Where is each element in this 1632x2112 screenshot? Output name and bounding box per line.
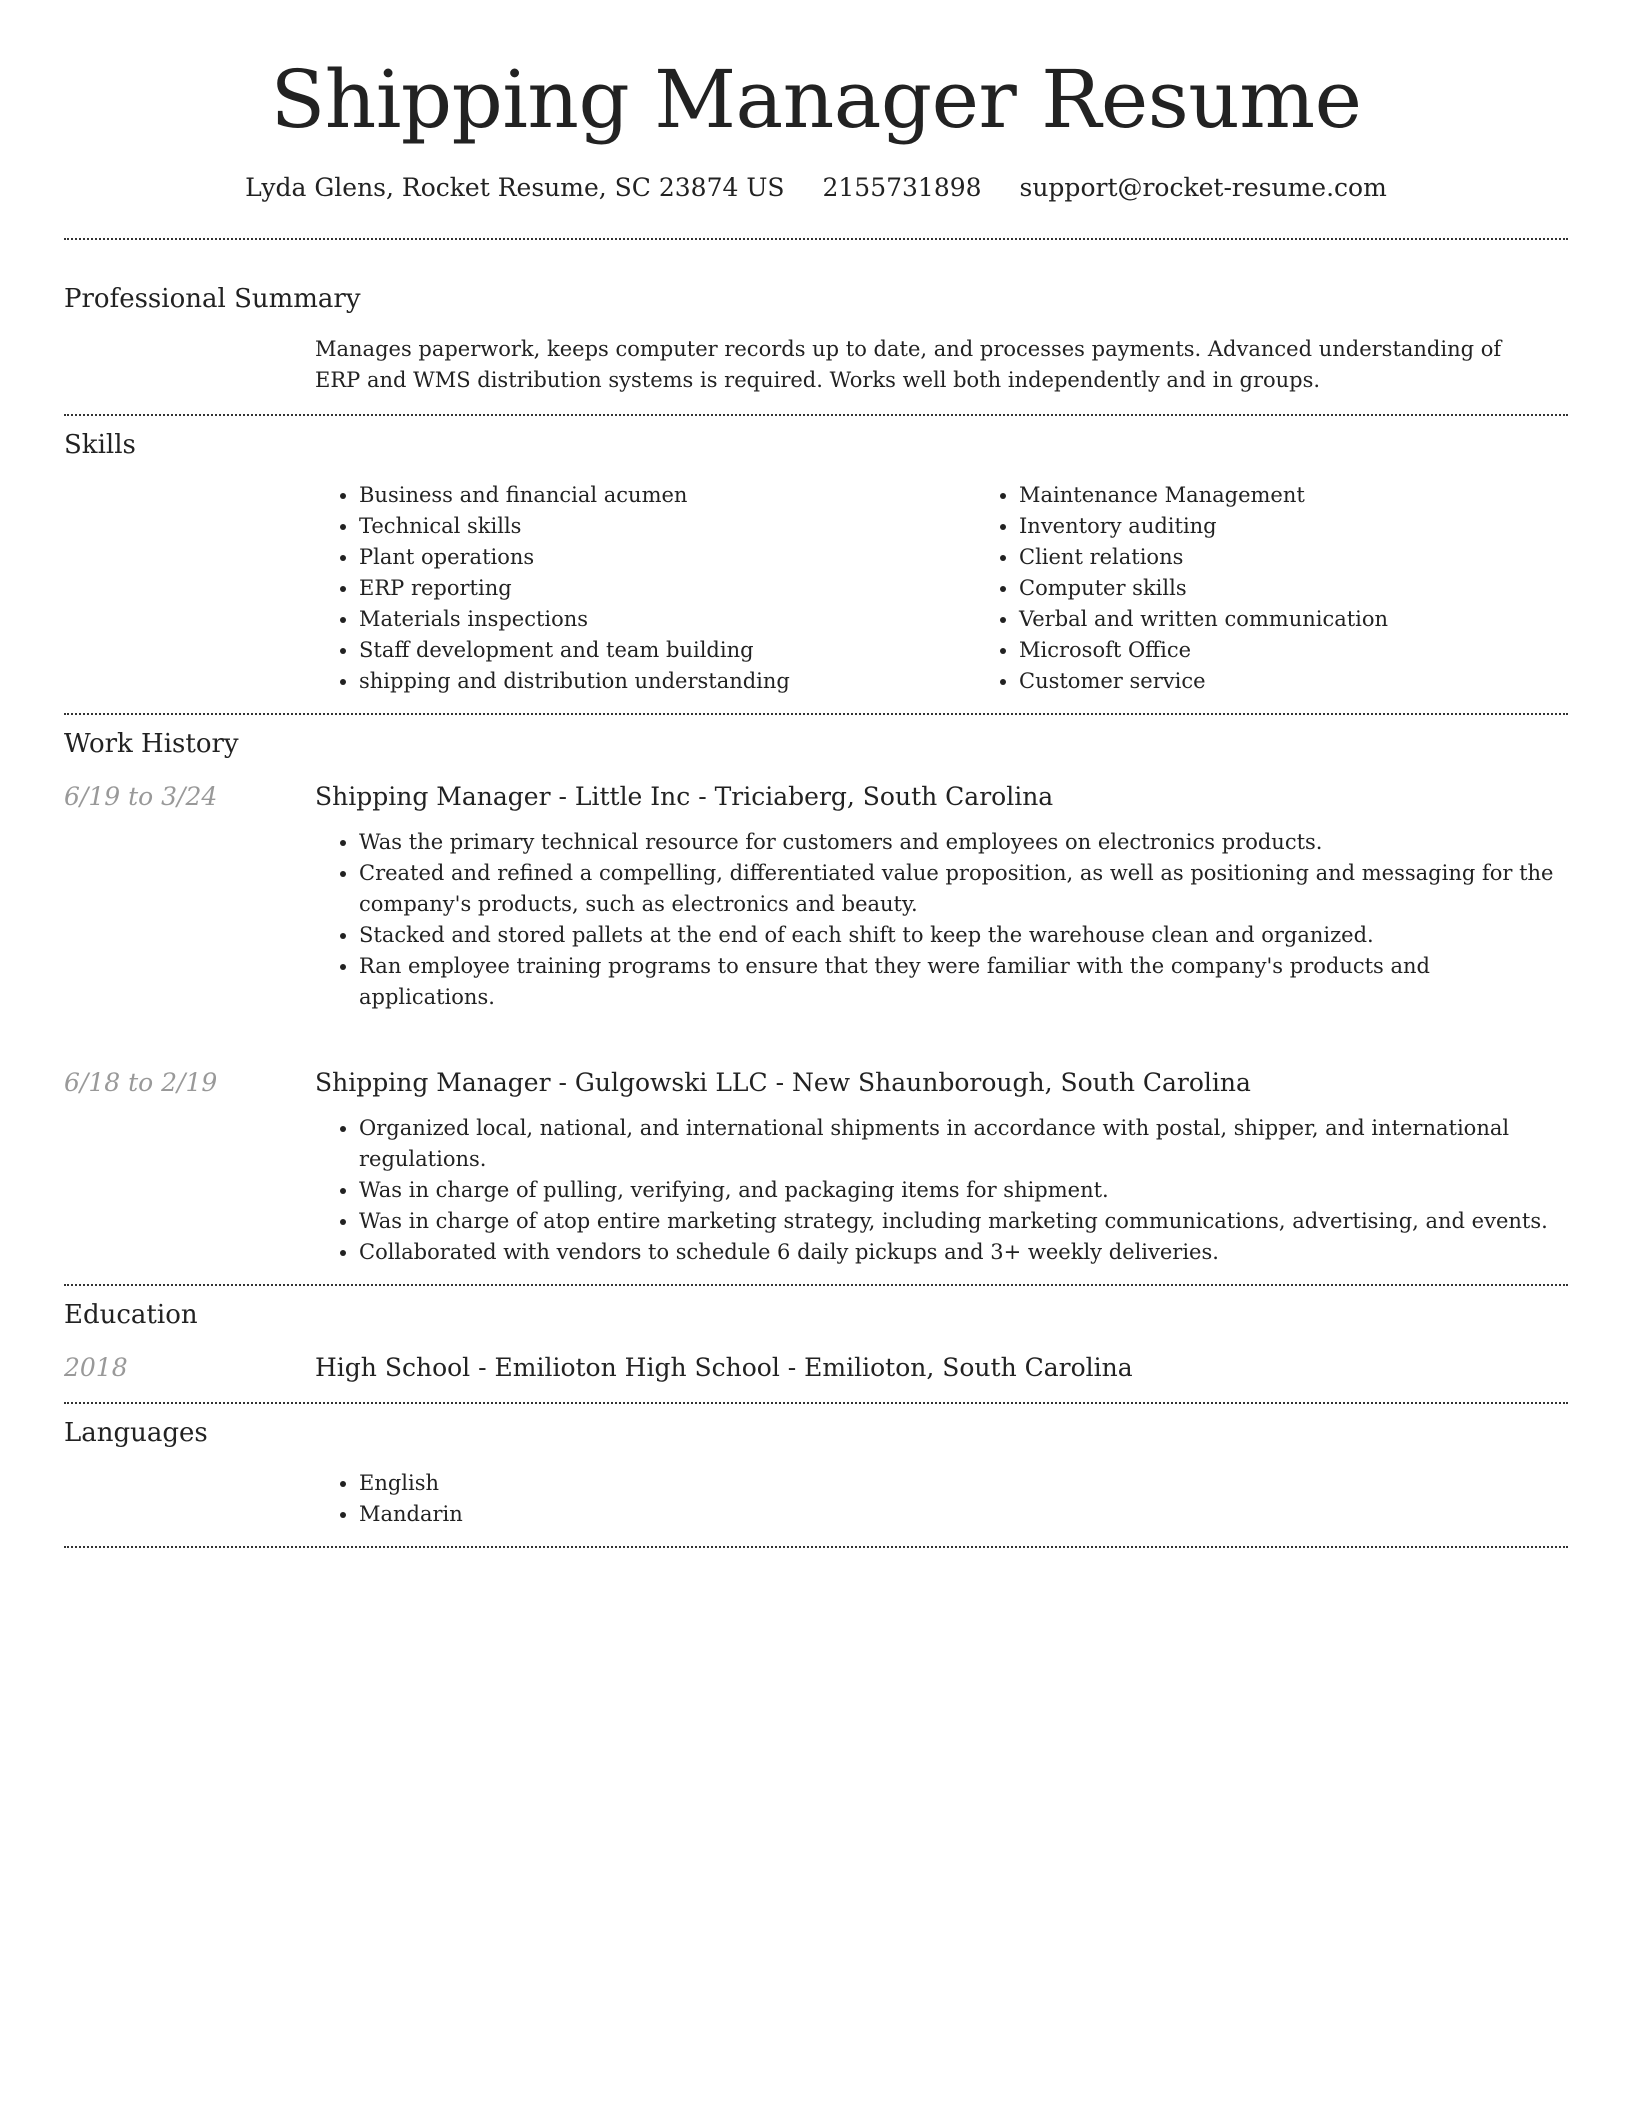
summary-row (64, 316, 1568, 414)
job-bullets (315, 827, 1568, 1013)
skills-list-left (315, 480, 975, 697)
skill-item: • ERP reporting (359, 573, 975, 604)
skill-item: • Customer service (1019, 666, 1632, 697)
job-bullet: • Ran employee training programs to ensure that they were familiar with the company's products and applications. (359, 951, 1568, 1013)
education-section (64, 1286, 1568, 1404)
language-item: • Mandarin (359, 1499, 1568, 1530)
skill-item: • Staff development and team building (359, 635, 975, 666)
job-entry-1 (64, 781, 1568, 1029)
job-bullet: • Stacked and stored pallets at the end of each shift to keep the warehouse clean and organized. (359, 920, 1568, 951)
contact-line (64, 172, 1568, 204)
contact-phone: 2155731898 (822, 173, 982, 202)
skill-item: • Materials inspections (359, 604, 975, 635)
job-dates: 6/18 to 2/19 (64, 1068, 218, 1097)
job-bullet: • Collaborated with vendors to schedule 6 daily pickups and 3+ weekly deliveries. (359, 1237, 1568, 1268)
job-bullet: • Created and refined a compelling, differentiated value proposition, as well as positioning and messaging for the company's products, such as electronics and beauty. (359, 858, 1568, 920)
job-title: Shipping Manager - Little Inc - Triciaberg, South Carolina (315, 782, 1054, 811)
skills-heading: Skills (64, 430, 136, 460)
education-year: 2018 (64, 1353, 128, 1382)
contact-address: Lyda Glens, Rocket Resume, SC 23874 US (245, 173, 785, 202)
education-entry (64, 1352, 1568, 1384)
summary-section (64, 240, 1568, 416)
skills-row (64, 462, 1568, 713)
language-item: • English (359, 1468, 1568, 1499)
skill-item: • Business and financial acumen (359, 480, 975, 511)
skill-item: • Plant operations (359, 542, 975, 573)
skill-item: • Inventory auditing (1019, 511, 1632, 542)
job-bullet: • Was the primary technical resource for customers and employees on electronics products. (359, 827, 1568, 858)
job-title: Shipping Manager - Gulgowski LLC - New Shaunborough, South Carolina (315, 1068, 1251, 1097)
summary-text: Manages paperwork, keeps computer records up to date, and processes payments. Advanced understanding of ERP and WMS distribution systems is required. Works well both independently and in groups. (315, 337, 1502, 392)
skill-item: • Technical skills (359, 511, 975, 542)
skill-item: • Client relations (1019, 542, 1632, 573)
languages-row (64, 1450, 1568, 1546)
languages-section (64, 1404, 1568, 1548)
skill-item: • Microsoft Office (1019, 635, 1632, 666)
skill-item: • shipping and distribution understanding (359, 666, 975, 697)
job-bullet: • Was in charge of pulling, verifying, and packaging items for shipment. (359, 1175, 1568, 1206)
skills-list-right (975, 480, 1632, 697)
skills-section (64, 416, 1568, 715)
job-bullet: • Was in charge of atop entire marketing strategy, including marketing communications, advertising, and events. (359, 1206, 1568, 1237)
skills-columns (315, 480, 1632, 697)
skill-item: • Computer skills (1019, 573, 1632, 604)
work-section (64, 715, 1568, 1286)
education-title: High School - Emilioton High School - Emilioton, South Carolina (315, 1353, 1133, 1382)
job-bullets (315, 1113, 1568, 1268)
job-bullet: • Organized local, national, and international shipments in accordance with postal, shipper, and international regulations. (359, 1113, 1568, 1175)
education-heading: Education (64, 1300, 198, 1330)
summary-heading: Professional Summary (64, 284, 361, 314)
languages-list (315, 1468, 1568, 1530)
skill-item: • Verbal and written communication (1019, 604, 1632, 635)
work-heading: Work History (64, 729, 239, 759)
job-dates: 6/19 to 3/24 (64, 782, 218, 811)
resume-title: Shipping Manager Resume (270, 53, 1362, 146)
contact-email: support@rocket-resume.com (1019, 173, 1387, 202)
job-entry-2 (64, 1067, 1568, 1284)
languages-heading: Languages (64, 1418, 208, 1448)
skill-item: • Maintenance Management (1019, 480, 1632, 511)
